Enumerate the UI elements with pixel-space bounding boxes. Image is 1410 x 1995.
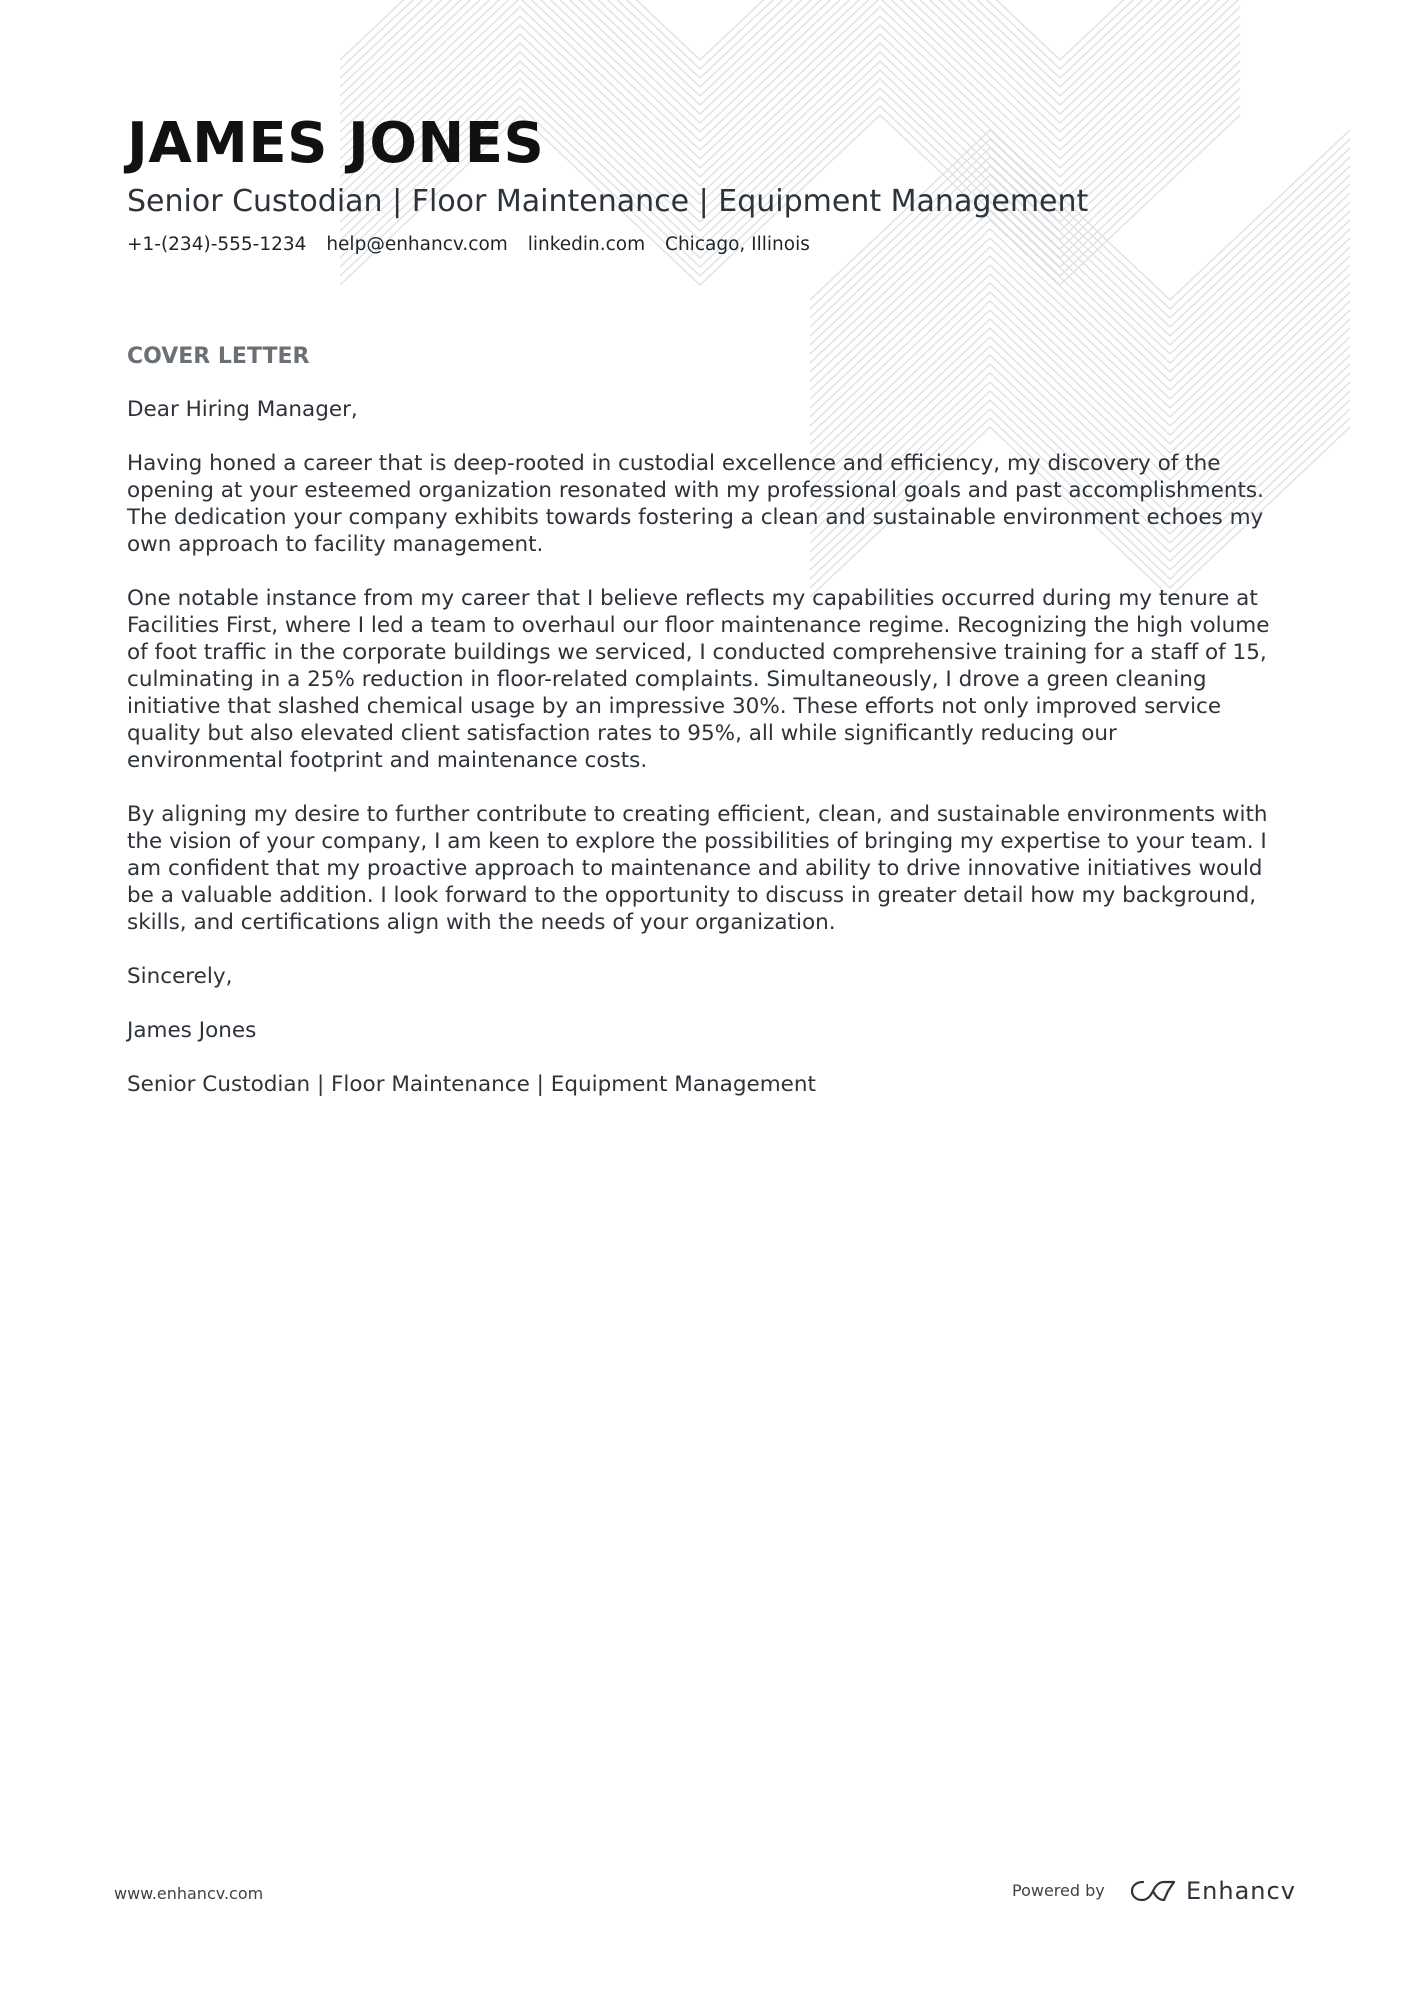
- section-title: COVER LETTER: [127, 344, 310, 369]
- contact-info: [127, 232, 824, 258]
- applicant-name: JAMES JONES: [127, 111, 545, 176]
- enhancv-logo-icon: [1130, 1878, 1176, 1904]
- contact-location: Chicago, Illinois: [665, 234, 810, 255]
- contact-email[interactable]: help@enhancv.com: [326, 234, 508, 255]
- contact-linkedin[interactable]: linkedin.com: [527, 234, 646, 255]
- salutation: Dear Hiring Manager,: [127, 397, 358, 422]
- brand-name: Enhancv: [1186, 1877, 1296, 1905]
- closing: Sincerely,: [127, 964, 233, 989]
- applicant-headline: Senior Custodian | Floor Maintenance | Equipment Management: [127, 184, 1089, 219]
- powered-by-label: Powered by: [1012, 1881, 1105, 1900]
- body-paragraph-1: Having honed a career that is deep-rooted in custodial excellence and efficiency, my discovery of the opening at your esteemed organization resonated with my professional goals and past accomplishments. The dedication your company exhibits towards fostering a clean and sustainable environment echoes my own approach to facility management.: [127, 451, 1264, 557]
- brand-logo[interactable]: [1130, 1874, 1296, 1908]
- contact-phone: +1-(234)-555-1234: [127, 234, 307, 255]
- signature-name: James Jones: [127, 1018, 257, 1043]
- body-paragraph-3: By aligning my desire to further contribute to creating efficient, clean, and sustainable environments with the vision of your company, I am keen to explore the possibilities of bringing my expertise to your team. I am confident that my proactive approach to maintenance and ability to drive innovative initiatives would be a valuable addition. I look forward to the opportunity to discuss in greater detail how my background, skills, and certifications align with the needs of your organization.: [127, 802, 1268, 935]
- signature-title: Senior Custodian | Floor Maintenance | Equipment Management: [127, 1072, 816, 1097]
- body-paragraph-2: One notable instance from my career that I believe reflects my capabilities occurred during my tenure at Facilities First, where I led a team to overhaul our floor maintenance regime. Recognizing the high volume of foot traffic in the corporate buildings we serviced, I conducted comprehensive training for a staff of 15, culminating in a 25% reduction in floor-related complaints. Simultaneously, I drove a green cleaning initiative that slashed chemical usage by an impressive 30%. These efforts not only improved service quality but also elevated client satisfaction rates to 95%, all while significantly reducing our environmental footprint and maintenance costs.: [127, 586, 1270, 773]
- letter-body: [127, 396, 1277, 1125]
- footer-website-link[interactable]: www.enhancv.com: [114, 1884, 264, 1903]
